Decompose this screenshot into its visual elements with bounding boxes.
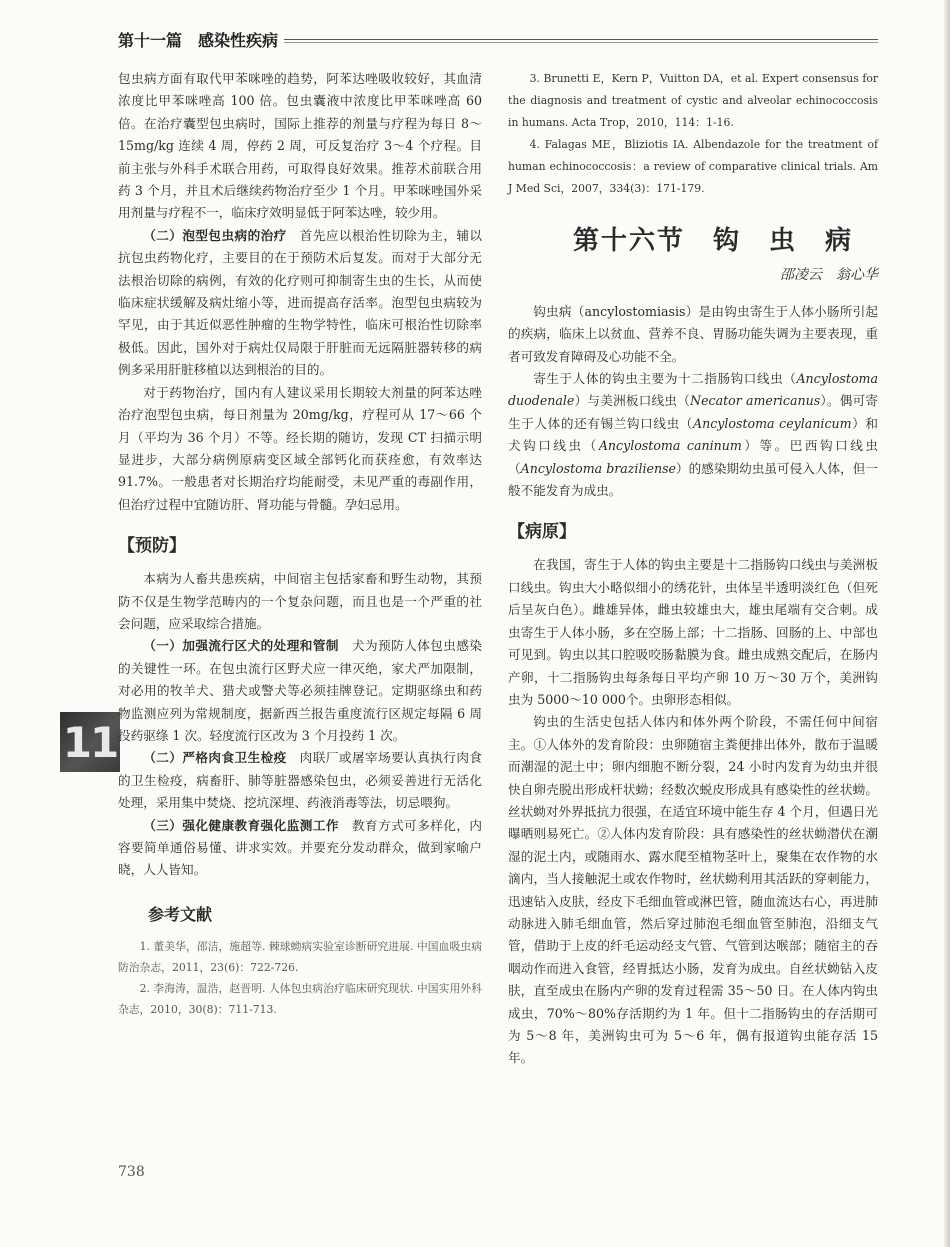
prevention-3-text: 教育方式可多样化，内容要简单通俗易懂、讲求实效。并要充分发动群众，做到家喻户晓，人人皆知。 <box>118 817 483 878</box>
paragraph-drug-therapy: 对于药物治疗，国内有人建议采用长期较大剂量的阿苯达唑治疗泡型包虫病，每日剂量为 20mg/kg，疗程可从 17～66 个月（平均为 36 个月）不等。经长期的随访，发现 CT 扫描示明显进步，大部分病例原病变区域全部钙化而获痊愈，有效率达 91.7%。一般患者对长期治疗均能耐受，未见严重的毒副作用，但治疗过程中宜随访肝、肾功能与骨髓。孕妇忌用。 <box>118 384 482 512</box>
chapter-tab: 11 <box>60 712 120 772</box>
reference-4: 4. Falagas ME，Bliziotis IA. Albendazole for the treatment of human echinococcosis：a review of comparative clinical trials. Am J Med Sci，2007，334(3)：171-179. <box>508 138 878 195</box>
subheading-prevention-2: （二）严格肉食卫生检疫 <box>143 750 287 766</box>
species-name-necator: Necator americanus <box>690 393 821 409</box>
right-column <box>508 68 878 1070</box>
reference-1: 1. 董美华，邵洁，施超等. 棘球蚴病实验室诊断研究进展. 中国血吸虫病防治杂志，2011，23(6)：722-726. <box>118 940 482 975</box>
species-name-braziliense: Ancylostoma braziliense <box>520 460 676 476</box>
species-text-1: 寄生于人体的钩虫主要为十二指肠钩口线虫（ <box>533 371 797 387</box>
species-text-4: ）和犬钩口线虫（ <box>508 415 879 454</box>
paragraph-etiology: 在我国，寄生于人体的钩虫主要是十二指肠钩口线虫与美洲板口线虫。钩虫大小略似细小的绣花针，虫体呈半透明淡红色（但死后呈灰白色）。雌雄异体，雌虫较雄虫大，雄虫尾端有交合刺。成虫寄生于人体小肠，多在空肠上部；十二指肠、回肠的上、中部也可见到。钩虫以其口腔吸咬肠黏膜为食。雌虫成熟交配后，在肠内产卵，十二指肠钩虫每条每日平均产卵 10 万～30 万个，美洲钩虫为 5000～10 000个。虫卵形态相似。 <box>508 557 878 707</box>
section-heading-etiology: 【病原】 <box>508 522 576 543</box>
page-edge-shadow <box>944 0 950 1247</box>
treatment-alveolar-text: 首先应以根治性切除为主，辅以抗包虫药物化疗，主要目的在于预防术后复发。而对于大部分无法根治切除的病例，有效的化疗则可抑制寄生虫的生长，从而使临床症状缓解及病灶缩小等，进而提高存活率。泡型包虫病较为罕见，由于其近似恶性肿瘤的生物学特性，临床可根治性切除率极低。因此，国外对于病灶仅局限于肝脏而无远隔脏器转移的病例多采用肝脏移植以达到根治的目的。 <box>118 227 483 378</box>
subheading-treatment-alveolar: （二）泡型包虫病的治疗 <box>143 227 287 243</box>
page-number: 738 <box>118 1164 145 1180</box>
authors: 邵凌云 翁心华 <box>780 267 878 284</box>
running-title: 第十一篇 感染性疾病 <box>118 28 284 51</box>
left-column <box>118 68 482 1020</box>
subheading-prevention-3: （三）强化健康教育强化监测工作 <box>143 817 339 833</box>
species-name-ceylanicum: Ancylostoma ceylanicum <box>693 415 852 431</box>
prevention-1-text: 犬为预防人体包虫感染的关键性一环。在包虫流行区野犬应一律灭绝，家犬严加限制，对必用的牧羊犬、猎犬或警犬等必须挂牌登记。定期驱绦虫和药物监测应列为常规制度，据新西兰报告重度流行区规定每隔 6 周投药驱绦 1 次。轻度流行区改为 3 个月投药 1 次。 <box>118 638 483 743</box>
species-name-duodenale: Ancylostoma duodenale <box>508 371 878 409</box>
paragraph-intro: 包虫病方面有取代甲苯咪唑的趋势，阿苯达唑吸收较好，其血清浓度比甲苯咪唑高 100 倍。包虫囊液中浓度比甲苯咪唑高 60 倍。在治疗囊型包虫病时，国际上推荐的剂量与疗程为每日 8～15mg/kg 连续 4 周，停药 2 周，可反复治疗 3～4 个疗程。目前主张与外科手术联合用药，可取得良好效果。推荐术前联合用药 3 个月，并且术后继续药物治疗至少 1 个月。甲苯咪唑国外采用剂量与疗程不一，临床疗效明显低于阿苯达唑，较少用。 <box>118 71 482 221</box>
paragraph-prevention-2 <box>118 747 482 814</box>
prevention-2-text: 肉联厂或屠宰场要认真执行肉食的卫生检疫，病畜肝、肺等脏器感染包虫，必须妥善进行无活化处理，采用集中焚烧、挖坑深埋、药液消毒等法，切忌喂狗。 <box>118 750 483 811</box>
paragraph-species <box>508 368 878 502</box>
paragraph-lifecycle: 钩虫的生活史包括人体内和体外两个阶段，不需任何中间宿主。①人体外的发育阶段：虫卵随宿主粪便排出体外，散布于温暖而潮湿的泥土中；卵内细胞不断分裂，24 小时内发育为幼虫并很快自卵壳脱出形成杆状蚴；经数次蜕皮形成具有感染性的丝状蚴。丝状蚴对外界抵抗力很强，在适宜环境中能生存 4 个月，但遇日光曝晒则易死亡。②人体内发育阶段：具有感染性的丝状蚴潜伏在潮湿的泥土内，或随雨水、露水爬至植物茎叶上，聚集在农作物的水滴内，当人接触泥土或农作物时，丝状蚴利用其活跃的穿刺能力，迅速钻入皮肤，经皮下毛细血管或淋巴管，随血流达右心，再进肺动脉进入肺毛细血管，然后穿过肺泡毛细血管至肺泡，沿细支气管，借助于上皮的纤毛运动经支气管、气管到达喉部；随宿主的吞咽动作而进入食管，经胃抵达小肠，发育为成虫。自丝状蚴钻入皮肤，直至成虫在肠内产卵的发育过程需 35～50 日。在人体内钩虫成虫，70%～80%存活期约为 1 年。但十二指肠钩虫的存活期可为 5～8 年，美洲钩虫可为 5～6 年，偶有报道钩虫能存活 15 年。 <box>508 714 878 1066</box>
species-text-2: ）与美洲板口线虫（ <box>574 393 691 409</box>
species-text-6: ）的感染期幼虫虽可侵入人体，但一般不能发育为成虫。 <box>508 460 878 499</box>
paragraph-prevention: 本病为人畜共患疾病，中间宿主包括家畜和野生动物，其预防不仅是生物学范畴内的一个复杂问题，而且也是一个严重的社会问题，应采取综合措施。 <box>118 571 482 631</box>
reference-3: 3. Brunetti E，Kern P，Vuitton DA，et al. Expert consensus for the diagnosis and treatment of cystic and alveolar echinococcosis in humans. Acta Trop，2010，114：1-16. <box>508 72 878 129</box>
section-title: 第十六节 钩 虫 病 <box>572 226 853 256</box>
running-header <box>118 28 878 56</box>
paragraph-treatment-alveolar <box>118 225 482 382</box>
species-text-5: ）等。巴西钩口线虫（ <box>508 438 879 476</box>
paragraph-prevention-3 <box>118 815 482 882</box>
species-text-3: ）。偶可寄生于人体的还有锡兰钩口线虫（ <box>508 393 879 431</box>
paragraph-prevention-1 <box>118 635 482 747</box>
references-heading: 参考文献 <box>148 904 213 924</box>
species-name-caninum: Ancylostoma caninum <box>598 438 742 454</box>
section-heading-prevention: 【预防】 <box>118 536 186 557</box>
paragraph-definition: 钩虫病（ancylostomiasis）是由钩虫寄生于人体小肠所引起的疾病，临床上以贫血、营养不良、胃肠功能失调为主要表现，重者可致发育障碍及心功能不全。 <box>508 303 878 364</box>
subheading-prevention-1: （一）加强流行区犬的处理和管制 <box>143 638 339 654</box>
reference-2: 2. 李海涛，温浩，赵晋明. 人体包虫病治疗临床研究现状. 中国实用外科杂志，2010，30(8)：711-713. <box>118 982 482 1017</box>
